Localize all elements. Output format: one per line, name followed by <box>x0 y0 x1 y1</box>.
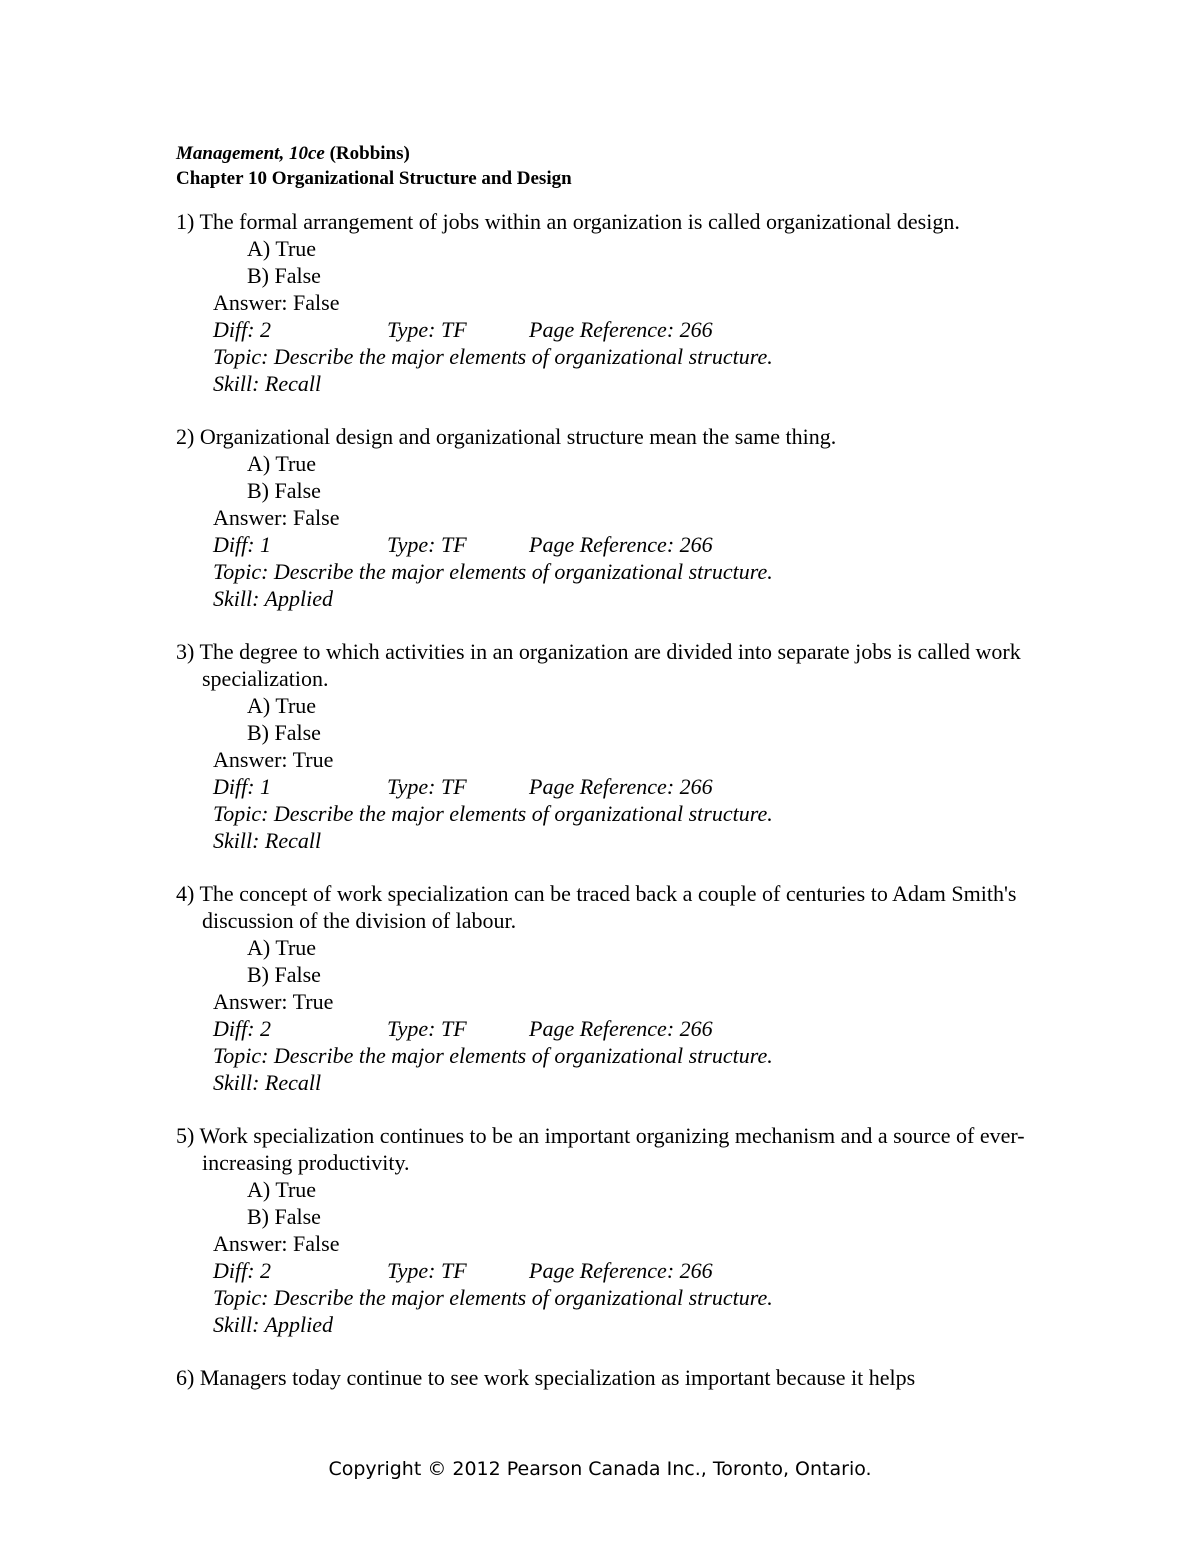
difficulty: Diff: 2 <box>213 1016 272 1041</box>
question-meta <box>176 1015 1056 1042</box>
question-body: Organizational design and organizational structure mean the same thing. <box>199 424 837 449</box>
skill: Skill: Recall <box>213 1070 322 1095</box>
page-reference: Page Reference: 266 <box>529 317 713 342</box>
question-meta <box>176 773 1056 800</box>
question-3 <box>176 638 1056 854</box>
question-4 <box>176 880 1056 1096</box>
difficulty: Diff: 2 <box>213 317 272 342</box>
question-number: 6) <box>176 1365 195 1390</box>
skill: Skill: Recall <box>213 828 322 853</box>
skill: Skill: Applied <box>213 586 333 611</box>
question-type: Type: TF <box>387 1016 467 1041</box>
page-reference: Page Reference: 266 <box>529 532 713 557</box>
topic: Topic: Describe the major elements of organizational structure. <box>213 1285 773 1310</box>
answer: Answer: False <box>213 505 340 530</box>
question-meta <box>176 531 1056 558</box>
difficulty: Diff: 2 <box>213 1258 272 1283</box>
page-reference: Page Reference: 266 <box>529 1016 713 1041</box>
option-b: B) False <box>247 962 321 987</box>
option-b: B) False <box>247 263 321 288</box>
option-b: B) False <box>247 478 321 503</box>
option-a: A) True <box>247 236 317 261</box>
question-type: Type: TF <box>387 1258 467 1283</box>
option-b: B) False <box>247 720 321 745</box>
option-a: A) True <box>247 693 317 718</box>
question-text <box>176 880 1056 934</box>
question-body: Managers today continue to see work specialization as important because it helps <box>199 1365 916 1390</box>
question-6 <box>176 1364 1056 1391</box>
option-a: A) True <box>247 451 317 476</box>
skill: Skill: Applied <box>213 1312 333 1337</box>
answer: Answer: False <box>213 290 340 315</box>
question-list <box>176 208 1056 1417</box>
question-number: 4) <box>176 881 195 906</box>
question-text <box>176 208 1056 235</box>
answer: Answer: True <box>213 747 334 772</box>
difficulty: Diff: 1 <box>213 774 272 799</box>
topic: Topic: Describe the major elements of organizational structure. <box>213 801 773 826</box>
question-number: 3) <box>176 639 195 664</box>
question-number: 2) <box>176 424 195 449</box>
book-line <box>176 141 572 166</box>
question-body: Work specialization continues to be an important organizing mechanism and a source of ever-increasing productivity. <box>199 1123 1025 1175</box>
document-header <box>176 141 572 191</box>
question-text <box>176 1364 1056 1391</box>
topic: Topic: Describe the major elements of organizational structure. <box>213 1043 773 1068</box>
skill: Skill: Recall <box>213 371 322 396</box>
answer: Answer: True <box>213 989 334 1014</box>
question-body: The degree to which activities in an organization are divided into separate jobs is called work specialization. <box>199 639 1021 691</box>
question-2 <box>176 423 1056 612</box>
question-text <box>176 423 1056 450</box>
author: (Robbins) <box>329 143 410 164</box>
difficulty: Diff: 1 <box>213 532 272 557</box>
question-meta <box>176 1257 1056 1284</box>
option-b: B) False <box>247 1204 321 1229</box>
question-text <box>176 638 1056 692</box>
question-1 <box>176 208 1056 397</box>
page-reference: Page Reference: 266 <box>529 1258 713 1283</box>
question-number: 5) <box>176 1123 195 1148</box>
question-body: The concept of work specialization can be traced back a couple of centuries to Adam Smith's discussion of the division of labour. <box>199 881 1017 933</box>
chapter-title: Chapter 10 Organizational Structure and Design <box>176 168 572 189</box>
question-type: Type: TF <box>387 532 467 557</box>
question-body: The formal arrangement of jobs within an organization is called organizational design. <box>199 209 960 234</box>
book-title: Management, 10ce <box>176 143 325 164</box>
topic: Topic: Describe the major elements of organizational structure. <box>213 559 773 584</box>
copyright-footer: Copyright © 2012 Pearson Canada Inc., Toronto, Ontario. <box>328 1458 872 1480</box>
question-type: Type: TF <box>387 774 467 799</box>
topic: Topic: Describe the major elements of organizational structure. <box>213 344 773 369</box>
question-number: 1) <box>176 209 195 234</box>
answer: Answer: False <box>213 1231 340 1256</box>
option-a: A) True <box>247 935 317 960</box>
question-text <box>176 1122 1056 1176</box>
page-reference: Page Reference: 266 <box>529 774 713 799</box>
question-5 <box>176 1122 1056 1338</box>
option-a: A) True <box>247 1177 317 1202</box>
question-type: Type: TF <box>387 317 467 342</box>
question-meta <box>176 316 1056 343</box>
